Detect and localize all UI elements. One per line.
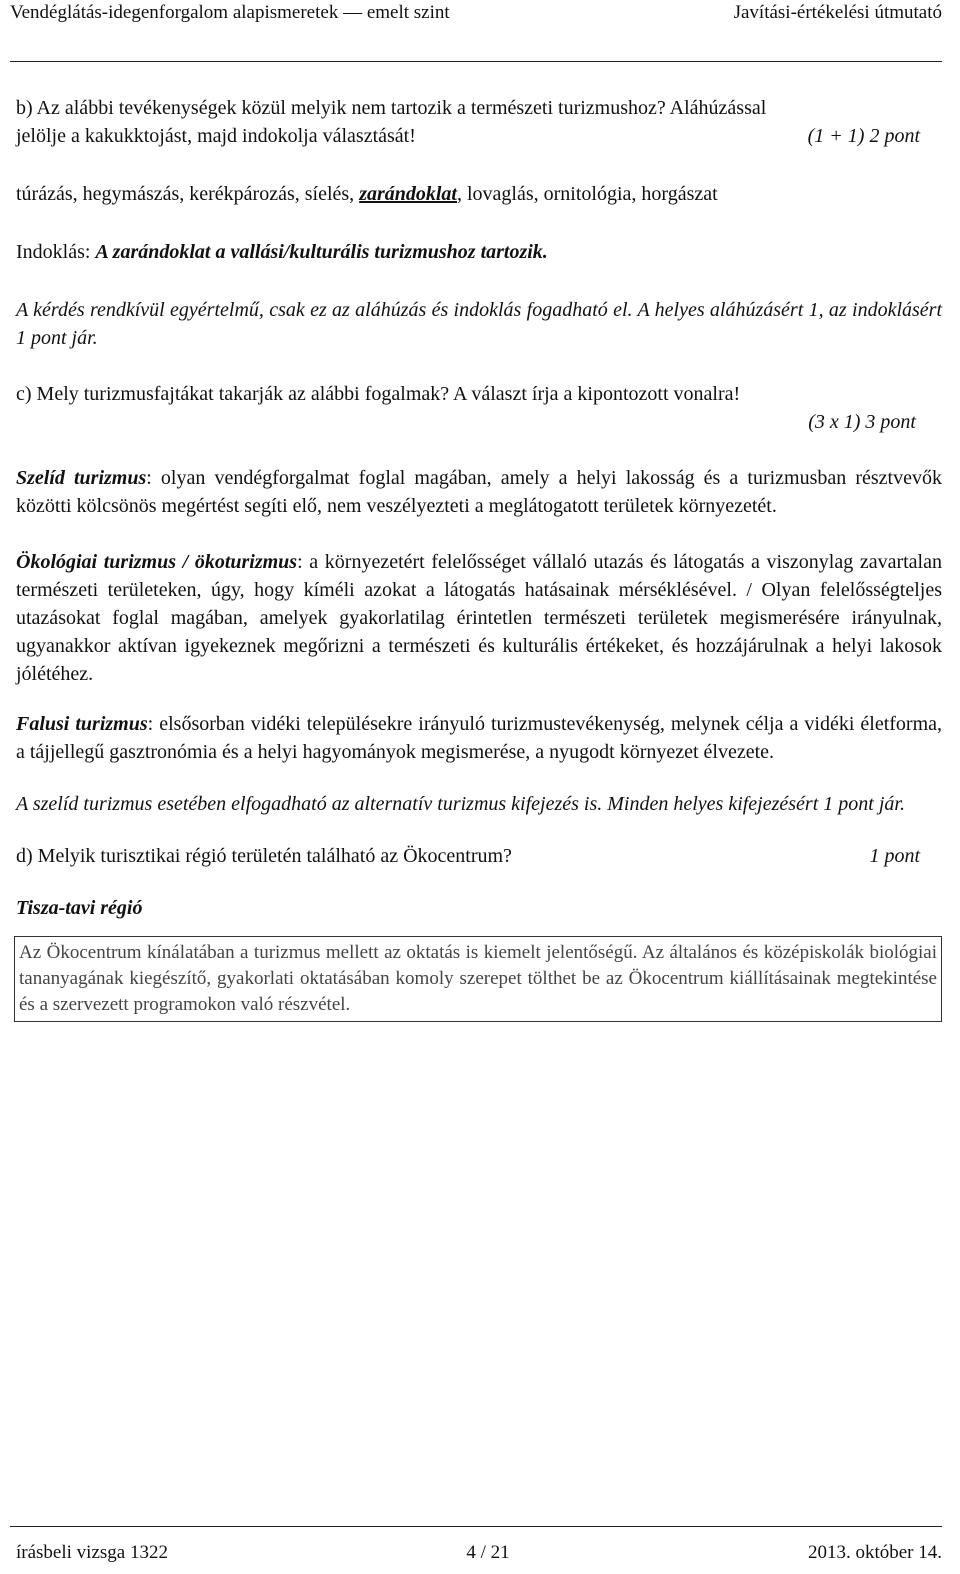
question-b-points: (1 + 1) 2 pont	[807, 125, 920, 147]
question-c	[16, 380, 942, 818]
header-left: Vendéglátás-idegenforgalom alapismeretek — emelt szint	[10, 2, 450, 23]
page-footer	[16, 1542, 942, 1564]
header-rule	[10, 61, 942, 62]
question-d	[16, 842, 942, 1022]
question-b	[16, 94, 942, 352]
activity-list-after: , lovaglás, ornitológia, horgászat	[457, 183, 718, 205]
reason-label: Indoklás:	[16, 241, 96, 263]
question-c-points: (3 x 1) 3 pont	[808, 411, 916, 433]
footer-left: írásbeli vizsga 1322	[16, 1542, 168, 1563]
question-d-row	[16, 842, 942, 870]
page-number: 4 / 21	[466, 1542, 510, 1563]
info-box: Az Ökocentrum kínálatában a turizmus mellett az oktatás is kiemelt jelentőségű. Az általános és középiskolák biológiai tananyagának kiegészítő, gyakorlati oktatásában komoly szerepet tölthet be az Ökocentrum kiállításainak megtekintése és a szervezett programokon való részvétel.	[14, 936, 942, 1022]
reason-text: A zarándoklat a vallási/kulturális turizmushoz tartozik.	[95, 241, 548, 263]
footer-rule	[10, 1526, 942, 1527]
definition-3-text: : elsősorban vidéki településekre irányuló turizmustevékenység, melynek célja a vidéki életforma, a tájjellegű gasztronómia és a helyi hagyományok megismerése, a nyugodt környezet élvezete.	[16, 713, 943, 763]
definition-1	[16, 464, 942, 520]
footer-date: 2013. október 14.	[807, 1542, 942, 1563]
question-c-note: A szelíd turizmus esetében elfogadható az alternatív turizmus kifejezés is. Minden helyes kifejezésért 1 pont jár.	[16, 793, 905, 815]
question-b-text-1: b) Az alábbi tevékenységek közül melyik nem tartozik a természeti turizmushoz? Aláhúzással	[16, 97, 767, 119]
page-content	[16, 94, 942, 1022]
term-1: Szelíd turizmus	[16, 467, 147, 489]
page-header	[10, 0, 942, 30]
activity-list	[16, 180, 942, 208]
question-b-text-2: jelölje a kakukktojást, majd indokolja választását!	[16, 125, 416, 147]
question-b-note: A kérdés rendkívül egyértelmű, csak ez az aláhúzás és indoklás fogadható el. A helyes aláhúzásért 1, az indoklásért 1 pont jár.	[16, 299, 942, 349]
question-d-points: 1 pont	[869, 845, 920, 867]
question-d-answer: Tisza-tavi régió	[16, 897, 143, 919]
definition-3	[16, 710, 942, 766]
term-3: Falusi turizmus	[16, 713, 148, 735]
activity-list-before: túrázás, hegymászás, kerékpározás, síelés,	[16, 183, 360, 205]
definition-1-text: : olyan vendégforgalmat foglal magában, amely a helyi lakosság és a turizmusban résztvevők közötti kölcsönös megértést segíti elő, nem veszélyezteti a meglátogatott területek környezetét.	[16, 467, 942, 517]
term-2: Ökológiai turizmus / ökoturizmus	[16, 551, 298, 573]
activity-underlined: zarándoklat	[359, 183, 457, 205]
definition-2-text: : a környezetért felelősséget vállaló utazás és látogatás a viszonylag zavartalan természeti területeken, úgy, hogy kíméli azokat a látogatás hatásainak mérséklésével. / Olyan felelősségteljes utazásokat foglal magában, amelyek gyakorlatilag érintetlen természeti területek megismerésére irányulnak, ugyanakkor aktívan igyekeznek megőrizni a természeti és kulturális értékeket, és hozzájárulnak a helyi lakosok jólétéhez.	[16, 551, 942, 685]
question-c-text: c) Mely turizmusfajtákat takarják az alábbi fogalmak? A választ írja a kipontozott vonalra!	[16, 383, 741, 405]
question-d-text: d) Melyik turisztikai régió területén található az Ökocentrum?	[16, 845, 512, 867]
question-b-row-2	[16, 122, 942, 150]
header-right: Javítási-értékelési útmutató	[733, 2, 942, 23]
definition-2	[16, 548, 942, 688]
reason	[16, 238, 942, 266]
